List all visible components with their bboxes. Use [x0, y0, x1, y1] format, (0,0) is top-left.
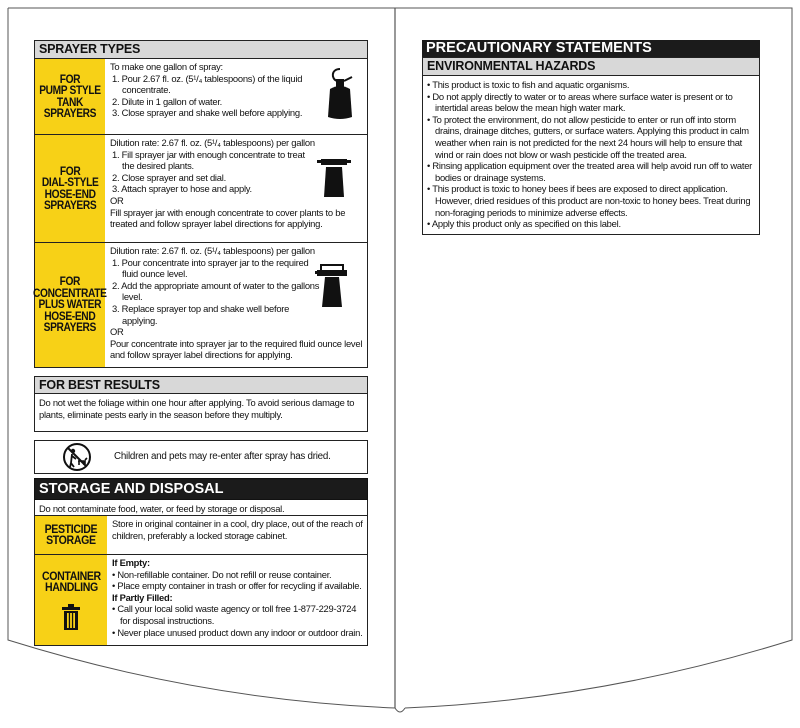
sprayer-step: 3. Attach sprayer to hose and apply. — [112, 183, 252, 195]
pesticide-storage-label-line: PESTICIDE — [44, 521, 98, 536]
pesticide-storage-label-line: STORAGE — [46, 533, 96, 547]
sprayer-label-line: SPRAYERS — [43, 107, 97, 120]
trash-can-icon — [61, 604, 81, 630]
container-handling-label-line: HANDLING — [44, 580, 98, 594]
sprayer-step: 2. Add the appropriate amount of water to the gallons level. — [112, 279, 320, 303]
no-child-pet-icon — [62, 442, 92, 472]
container-handling-label-line: CONTAINER — [41, 568, 101, 583]
if-empty-item: • Non-refillable container. Do not refill or reuse container. — [112, 568, 332, 580]
storage-heading: STORAGE AND DISPOSAL — [34, 478, 368, 500]
sprayer-label-line: SPRAYERS — [43, 321, 97, 335]
sprayer-row-content — [105, 243, 367, 367]
sprayer-row-label — [35, 59, 105, 134]
sprayer-label-line: PLUS WATER — [38, 298, 102, 312]
container-handling-label — [35, 555, 107, 645]
sprayer-label-line: TANK — [56, 95, 84, 109]
sprayer-row-label — [35, 135, 105, 242]
sprayer-intro: Dilution rate: 2.67 fl. oz. (5¹/₄ tablespoons) per gallon — [110, 245, 315, 256]
or-text: OR — [110, 194, 124, 206]
environmental-hazards-heading: ENVIRONMENTAL HAZARDS — [422, 57, 760, 76]
hazard-item: • Rinsing application equipment over the treated area will help avoid run off to water bodies or drainage systems. — [427, 160, 753, 183]
sprayer-label-line: HOSE-END — [44, 187, 96, 201]
sprayer-alt-text: Pour concentrate into sprayer jar to the required fluid ounce level and follow sprayer label directions for applying. — [110, 337, 363, 361]
if-partly-heading: If Partly Filled: — [112, 591, 173, 603]
if-empty-heading: If Empty: — [112, 557, 150, 568]
sprayer-label-line: FOR — [59, 164, 81, 178]
best-results-heading: FOR BEST RESULTS — [34, 376, 368, 394]
sprayer-row-pump — [34, 59, 368, 135]
or-text: OR — [110, 326, 124, 338]
sprayer-label-line: FOR — [59, 275, 81, 289]
if-partly-item: • Never place unused product down any indoor or outdoor drain. — [112, 626, 363, 638]
if-partly-item: • Call your local solid waste agency or toll free 1-877-229-3724 for disposal instructions. — [112, 603, 357, 626]
pesticide-storage-row — [34, 516, 368, 555]
dial-hose-end-sprayer-icon — [317, 157, 351, 199]
pesticide-storage-text: Store in original container in a cool, dry place, out of the reach of children, preferably a locked storage cabinet. — [112, 518, 363, 541]
storage-intro: Do not contaminate food, water, or feed by storage or disposal. — [34, 500, 368, 516]
hazards-list-box — [422, 76, 760, 235]
sprayer-label-line: HOSE-END — [44, 309, 96, 323]
hazard-item: • Do not apply directly to water or to areas where surface water is present or to intertidal areas below the mean high water mark. — [427, 90, 733, 114]
sprayer-intro: Dilution rate: 2.67 fl. oz. (5¹/₄ tablespoons) per gallon — [110, 137, 315, 148]
hazard-item: • This product is toxic to fish and aquatic organisms. — [427, 79, 630, 90]
sprayer-row-content — [105, 135, 367, 242]
hazard-item: • Apply this product only as specified on this label. — [427, 218, 621, 230]
sprayer-row-content — [105, 59, 367, 134]
container-handling-row — [34, 555, 368, 646]
hazard-item: • To protect the environment, do not allow pesticide to enter or run off into storm drains, drainage ditches, gutters, or surface waters. Applying this product in calm weather when rain is not predicted for the next 24 hours will help to ensure that wind or rain does not blow or wash pesticide off the treated area. — [427, 113, 749, 160]
sprayer-label-line: DIAL-STYLE — [41, 176, 99, 189]
sprayer-step: 1. Pour 2.67 fl. oz. (5¹/₄ tablespoons) of the liquid concentrate. — [112, 72, 303, 96]
reentry-box — [34, 440, 368, 474]
sprayer-label-line: SPRAYERS — [43, 199, 97, 212]
concentrate-hose-end-sprayer-icon — [315, 261, 349, 309]
sprayer-label-line: PUMP STYLE — [39, 84, 101, 97]
sprayer-step: 1. Pour concentrate into sprayer jar to the required fluid ounce level. — [112, 256, 309, 280]
sprayer-intro: To make one gallon of spray: — [110, 61, 223, 72]
sprayer-label-line: CONCENTRATE — [33, 286, 107, 300]
sprayer-step: 1. Fill sprayer jar with enough concentrate to treat the desired plants. — [112, 148, 305, 172]
left-panel — [34, 40, 368, 646]
sprayer-step: 3. Close sprayer and shake well before applying. — [112, 107, 303, 119]
sprayer-row-label — [35, 243, 105, 367]
right-panel — [422, 40, 760, 235]
sprayer-step: 3. Replace sprayer top and shake well before applying. — [112, 302, 290, 326]
sprayer-row-concentrate — [34, 243, 368, 368]
sprayer-step: 2. Close sprayer and set dial. — [112, 171, 226, 183]
container-handling-content — [107, 555, 367, 645]
precautionary-heading: PRECAUTIONARY STATEMENTS — [422, 40, 760, 57]
sprayer-row-dial — [34, 135, 368, 243]
pump-sprayer-icon — [325, 67, 355, 121]
hazard-item: • This product is toxic to honey bees if bees are exposed to direct application. However, dried residues of this product are non-toxic to honey bees. Treat during non-foraging periods to minimize adverse effects. — [427, 183, 751, 218]
sprayer-label-line: FOR — [59, 72, 81, 86]
best-results-text: Do not wet the foliage within one hour after applying. To avoid serious damage to plants, eliminate pests early in the season before they multiply. — [34, 394, 368, 432]
sprayer-types-heading: SPRAYER TYPES — [34, 40, 368, 59]
sprayer-alt-text: Fill sprayer jar with enough concentrate to cover plants to be treated and follow sprayer label directions for applying. — [110, 206, 346, 230]
reentry-text: Children and pets may re-enter after spray has dried. — [114, 451, 331, 463]
sprayer-step: 2. Dilute in 1 gallon of water. — [112, 95, 223, 107]
if-empty-item: • Place empty container in trash or offer for recycling if available. — [112, 580, 362, 592]
pesticide-storage-label — [35, 516, 107, 554]
